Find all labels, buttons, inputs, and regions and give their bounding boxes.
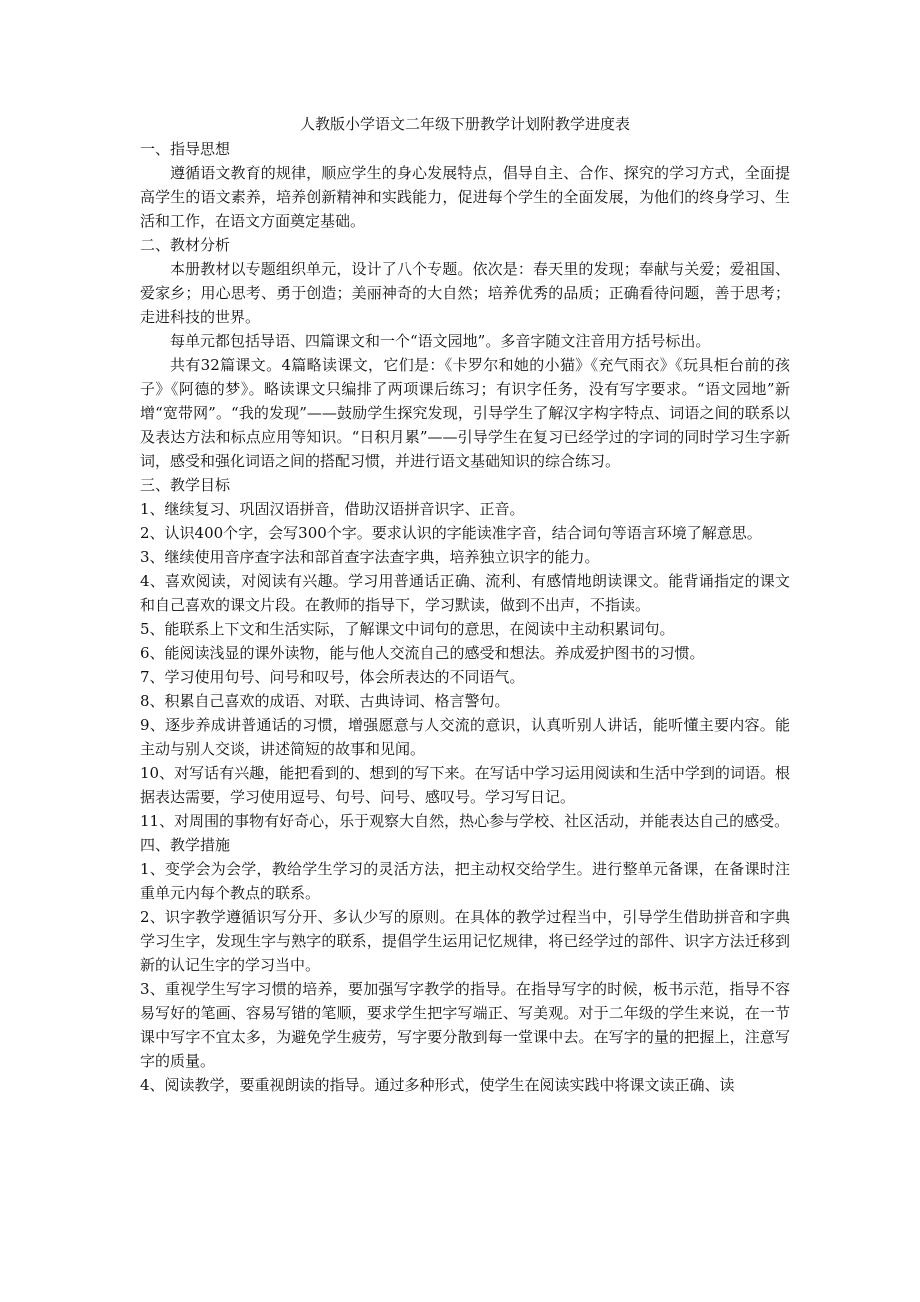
list-item: 4、喜欢阅读，对阅读有兴趣。学习用普通话正确、流利、有感情地朗读课文。能背诵指定的课文和自己喜欢的课文片段。在教师的指导下，学习默读，做到不出声，不指读。	[140, 572, 790, 614]
section-heading-teaching-goals: 三、教学目标	[140, 476, 231, 494]
document-page	[140, 111, 790, 1097]
list-item: 8、积累自己喜欢的成语、对联、古典诗词、格言警句。	[140, 692, 510, 710]
section-heading-teaching-measures: 四、教学措施	[140, 836, 231, 854]
list-item: 11、对周围的事物有好奇心，乐于观察大自然，热心参与学校、社区活动，并能表达自己的感受。	[140, 812, 790, 830]
list-item: 10、对写话有兴趣，能把看到的、想到的写下来。在写话中学习运用阅读和生活中学到的词语。根据表达需要，学习使用逗号、句号、问号、感叹号。学习写日记。	[140, 764, 790, 806]
list-item: 2、认识400个字，会写300个字。要求认识的字能读准字音，结合词句等语言环境了解意思。	[140, 524, 762, 542]
paragraph: 遵循语文教育的规律，顺应学生的身心发展特点，倡导自主、合作、探究的学习方式，全面提高学生的语文素养，培养创新精神和实践能力，促进每个学生的全面发展，为他们的终身学习、生活和工作，在语文方面奠定基础。	[140, 164, 790, 230]
list-item: 4、阅读教学，要重视朗读的指导。通过多种形式，使学生在阅读实践中将课文读正确、读	[140, 1076, 735, 1094]
paragraph: 本册教材以专题组织单元，设计了八个专题。依次是：春天里的发现；奉献与关爱；爱祖国、爱家乡；用心思考、勇于创造；美丽神奇的大自然；培养优秀的品质；正确看待问题，善于思考；走进科技的世界。	[140, 260, 790, 326]
list-item: 9、逐步养成讲普通话的习惯，增强愿意与人交流的意识，认真听别人讲话，能听懂主要内容。能主动与别人交谈，讲述简短的故事和见闻。	[140, 716, 790, 758]
list-item: 3、重视学生写字习惯的培养，要加强写字教学的指导。在指导写字的时候，板书示范，指导不容易写好的笔画、容易写错的笔顺，要求学生把字写端正、写美观。对于二年级的学生来说，在一节课中写字不宜太多，为避免学生疲劳，写字要分散到每一堂课中去。在写字的量的把握上，注意写字的质量。	[140, 980, 790, 1070]
section-heading-guiding-ideas: 一、指导思想	[140, 140, 231, 158]
list-item: 1、继续复习、巩固汉语拼音，借助汉语拼音识字、正音。	[140, 500, 525, 518]
paragraph: 共有32篇课文。4篇略读课文，它们是：《卡罗尔和她的小猫》《充气雨衣》《玩具柜台前的孩子》《阿德的梦》。略读课文只编排了两项课后练习；有识字任务，没有写字要求。“语文园地”新增“宽带网”。“我的发现”——鼓励学生探究发现，引导学生了解汉字构字特点、词语之间的联系以及表达方法和标点应用等知识。“日积月累”——引导学生在复习已经学过的字词的同时学习生字新词，感受和强化词语之间的搭配习惯，并进行语文基础知识的综合练习。	[140, 356, 790, 470]
list-item: 2、识字教学遵循识写分开、多认少写的原则。在具体的教学过程当中，引导学生借助拼音和字典学习生字，发现生字与熟字的联系，提倡学生运用记忆规律，将已经学过的部件、识字方法迁移到新的认记生字的学习当中。	[140, 908, 790, 974]
list-item: 1、变学会为会学，教给学生学习的灵活方法，把主动权交给学生。进行整单元备课，在备课时注重单元内每个教点的联系。	[140, 860, 790, 902]
list-item: 7、学习使用句号、问号和叹号，体会所表达的不同语气。	[140, 668, 525, 686]
paragraph: 每单元都包括导语、四篇课文和一个“语文园地”。多音字随文注音用方括号标出。	[170, 332, 711, 350]
list-item: 3、继续使用音序查字法和部首查字法查字典，培养独立识字的能力。	[140, 548, 600, 566]
list-item: 6、能阅读浅显的课外读物，能与他人交流自己的感受和想法。养成爱护图书的习惯。	[140, 644, 705, 662]
list-item: 5、能联系上下文和生活实际，了解课文中词句的意思，在阅读中主动积累词句。	[140, 620, 675, 638]
document-title: 人教版小学语文二年级下册教学计划附教学进度表	[299, 115, 630, 133]
section-heading-textbook-analysis: 二、教材分析	[140, 236, 231, 254]
